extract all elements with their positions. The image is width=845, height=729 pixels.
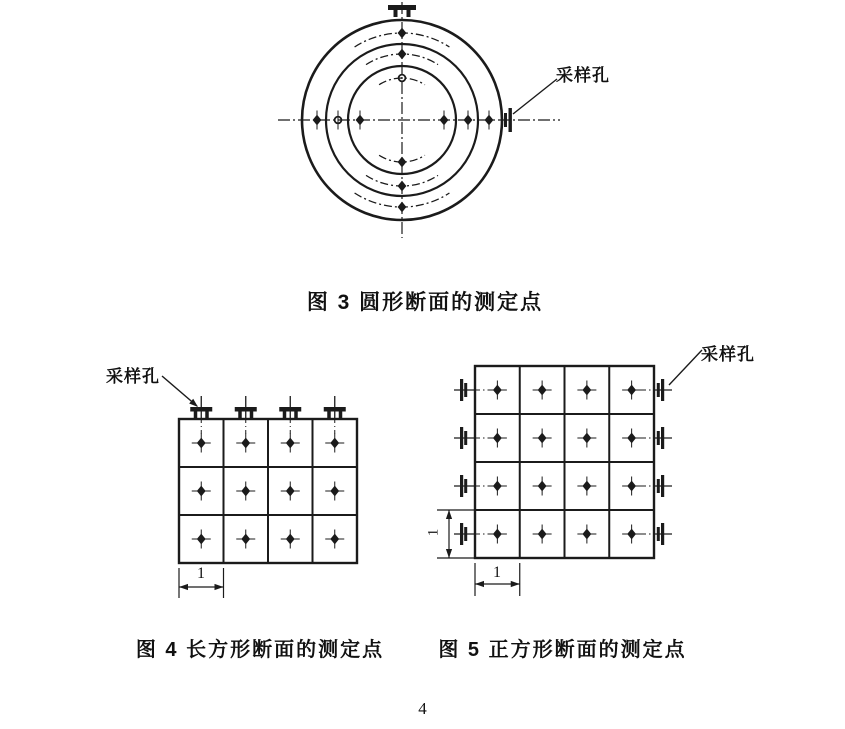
fig5-sampling-hole-label: 采样孔 [701,345,755,364]
fig4-caption: 图 4 长方形断面的测定点 [135,639,385,661]
figure3-circular-section-diagram [270,0,600,250]
leader-line [513,79,557,114]
page-number: 4 [418,699,427,718]
fig3-sampling-hole-label: 采样孔 [556,66,610,85]
fig5-dimension-label-bottom: 1 [493,564,501,581]
fig5-caption: 图 5 正方形断面的测定点 [438,639,687,661]
leader-line [162,376,198,407]
duct-grid [475,366,654,558]
leader-line [669,350,702,385]
fig3-caption: 图 3 圆形断面的测定点 [306,291,544,314]
fig4-sampling-hole-label: 采样孔 [106,367,160,386]
fig4-dimension-label: 1 [197,565,205,582]
fig5-dimension-label-left: 1 [425,528,442,537]
figure4-rectangular-section-diagram [70,355,400,605]
figure5-square-section-diagram [420,330,780,600]
